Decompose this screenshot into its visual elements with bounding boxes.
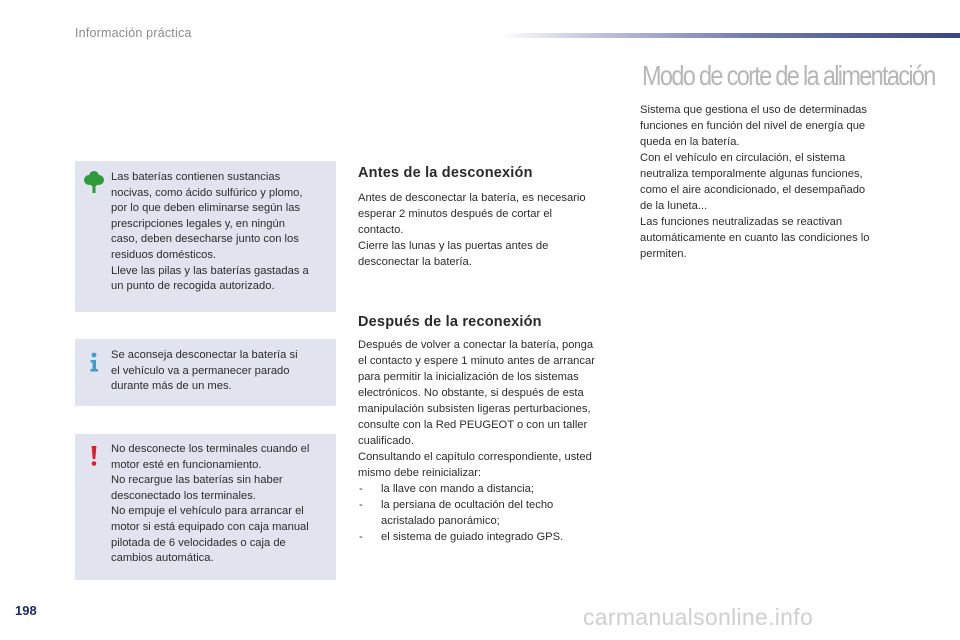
power-cut-line: permiten. [640,248,687,260]
after-reconnect-line: manipulación subsisten ligeras perturbaciones, [358,403,591,415]
after-reconnect-line: electrónicos. No obstante, si después de esta [358,387,584,399]
warning-line: motor esté en funcionamiento. [111,458,262,471]
page-number: 198 [15,603,37,618]
after-reconnect-line: Después de volver a conectar la batería, ponga [358,339,594,351]
list-item: - el sistema de guiado integrado GPS. [358,529,624,545]
environment-line: un punto de recogida autorizado. [111,280,275,293]
power-cut-line: Con el vehículo en circulación, el sistema [640,152,846,164]
after-reconnect-line: el contacto y espere 1 minuto antes de arrancar [358,355,595,367]
power-cut-section [640,102,905,262]
before-disconnect-section [358,165,624,270]
before-disconnect-line: Antes de desconectar la batería, es necesario [358,192,586,204]
section-label: Información práctica [75,26,192,40]
power-cut-line: funciones en función del nivel de energía que [640,120,866,132]
info-line: el vehículo va a permanecer parado [111,364,290,377]
after-reconnect-section [358,314,624,545]
before-disconnect-line: contacto. [358,224,404,236]
power-cut-line: Las funciones neutralizadas se reactivan [640,216,843,228]
before-disconnect-line: esperar 2 minutos después de cortar el [358,208,553,220]
warning-line: desconectado los terminales. [111,489,256,502]
after-reconnect-line: consulte con la Red PEUGEOT o con un taller [358,419,588,431]
environment-line: prescripciones legales y, en ningún [111,217,285,230]
after-reconnect-line: mismo debe reinicializar: [358,467,482,479]
power-cut-line: automáticamente en cuanto las condiciones lo [640,232,870,244]
info-line: Se aconseja desconectar la batería si [111,349,298,361]
after-reconnect-line: para permitir la inicialización de los sistemas [358,371,579,383]
tree-icon [83,170,105,199]
list-item: - la persiana de ocultación del techo acristalado panorámico; [358,497,586,529]
after-reconnect-line: cualificado. [358,435,414,447]
before-disconnect-line: Cierre las lunas y las puertas antes de [358,240,549,252]
warning-line: No desconecte los terminales cuando el [111,443,310,455]
list-item: - la llave con mando a distancia; [358,481,624,497]
after-reconnect-heading: Después de la reconexión [358,314,542,330]
power-cut-line: Sistema que gestiona el uso de determinadas [640,104,868,116]
info-line: durante más de un mes. [111,380,232,393]
watermark: carmanualsonline.info [583,604,814,630]
warning-line: cambios automática. [111,552,214,565]
exclamation-icon [83,444,105,473]
power-cut-line: de la luneta... [640,200,708,212]
power-cut-title: Modo de corte de la alimentación [642,60,935,91]
after-reconnect-line: Consultando el capítulo correspondiente, usted [358,451,592,463]
environment-line: Las baterías contienen sustancias [111,171,281,183]
power-cut-line: queda en la batería. [640,136,740,148]
warning-line: pilotada de 6 velocidades o caja de [111,536,286,549]
environment-line: caso, deben desecharse junto con los [111,233,299,246]
warning-line: motor si está equipado con caja manual [111,520,309,533]
warning-note-box [75,434,336,580]
before-disconnect-heading: Antes de la desconexión [358,165,533,181]
power-cut-line: como el aire acondicionado, el desempañado [640,184,866,196]
warning-line: No recargue las baterías sin haber [111,474,283,487]
info-icon [83,351,105,378]
environment-line: por lo que deben eliminarse según las [111,202,301,215]
before-disconnect-line: desconectar la batería. [358,256,472,268]
reinitialize-list [358,481,624,545]
environment-note-box [75,161,336,312]
header-gradient-bar [500,33,960,38]
warning-line: No empuje el vehículo para arrancar el [111,505,304,518]
info-note-box [75,339,336,406]
environment-line: Lleve las pilas y las baterías gastadas a [111,264,309,277]
power-cut-line: neutraliza temporalmente algunas funciones, [640,168,863,180]
environment-line: nocivas, como ácido sulfúrico y plomo, [111,186,303,199]
environment-line: residuos domésticos. [111,248,217,261]
